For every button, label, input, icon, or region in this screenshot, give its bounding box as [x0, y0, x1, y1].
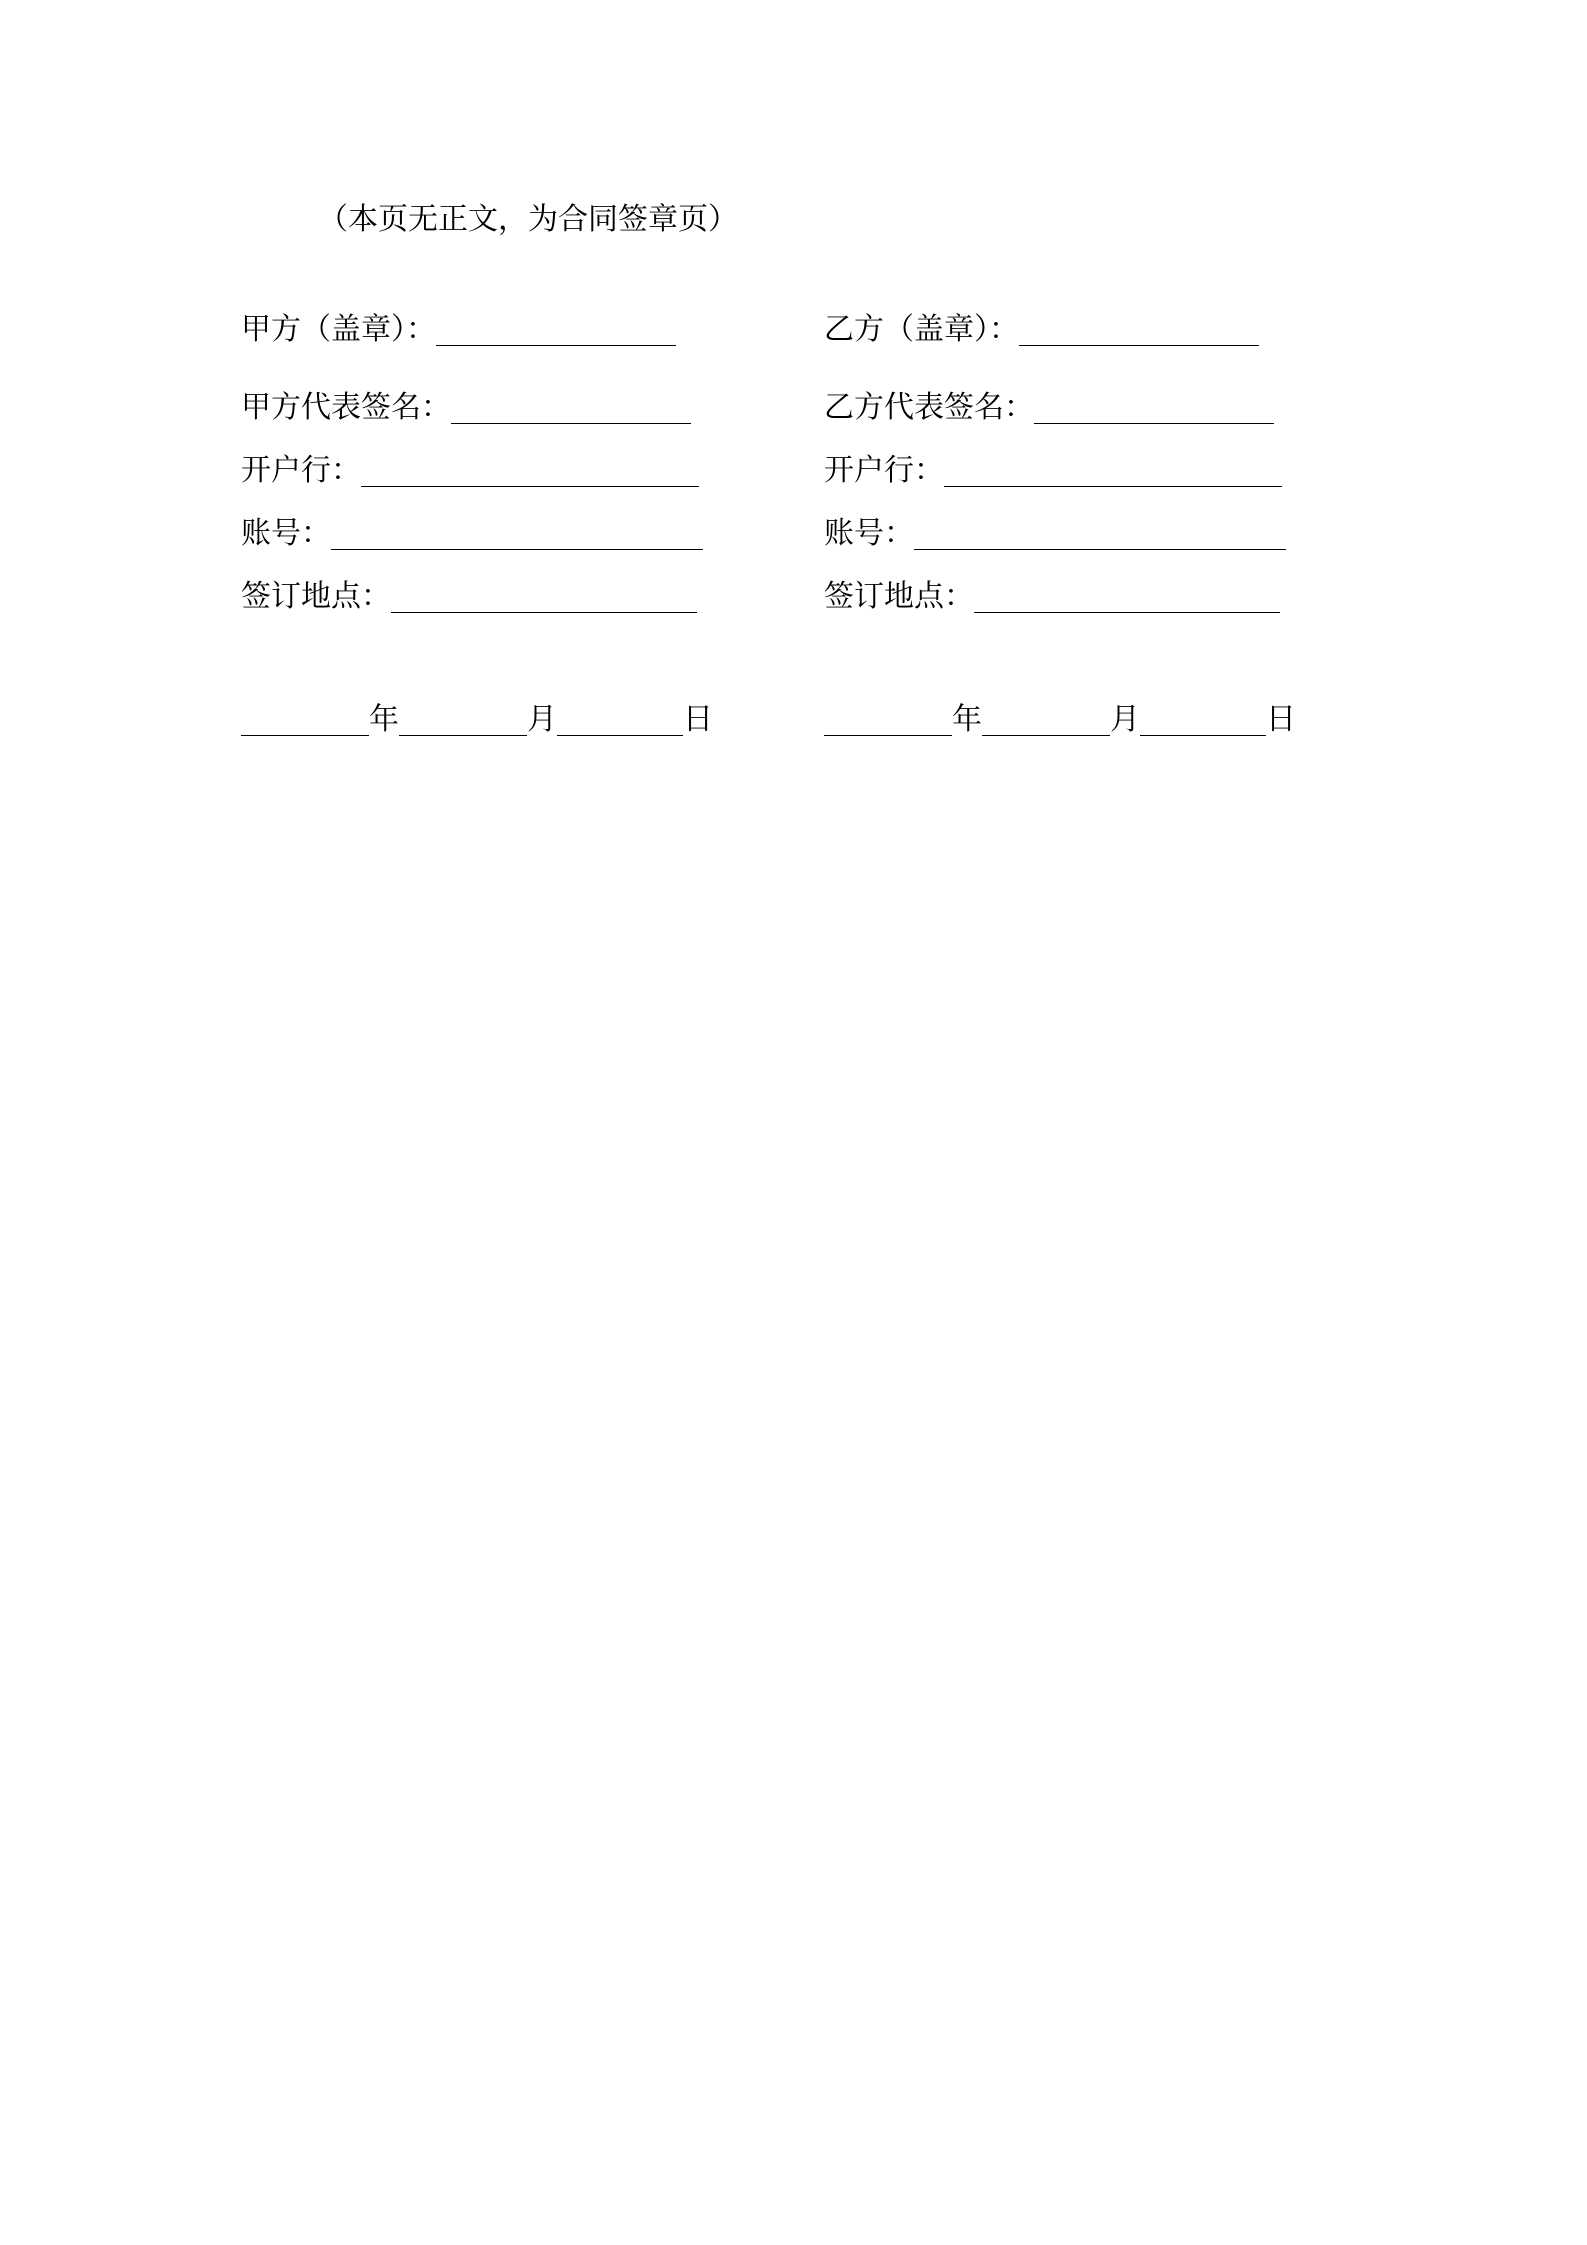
party-a-rep-row	[241, 388, 691, 428]
party-b-bank-field[interactable]	[944, 456, 1282, 487]
party-b-month-field[interactable]	[982, 705, 1110, 736]
party-a-day-label: 日	[683, 702, 713, 737]
party-a-seal-row	[241, 310, 676, 350]
party-a-account-label: 账号：	[241, 516, 331, 551]
party-a-account-field[interactable]	[331, 519, 703, 550]
party-a-date-row	[241, 700, 713, 740]
party-b-place-field[interactable]	[974, 582, 1280, 613]
party-a-bank-field[interactable]	[361, 456, 699, 487]
party-b-place-label: 签订地点：	[824, 579, 974, 614]
party-a-rep-field[interactable]	[451, 393, 691, 424]
party-a-bank-label: 开户行：	[241, 453, 361, 488]
party-b-account-row	[824, 514, 1286, 554]
party-b-year-field[interactable]	[824, 705, 952, 736]
party-b-rep-row	[824, 388, 1274, 428]
party-a-bank-row	[241, 451, 699, 491]
party-b-seal-field[interactable]	[1019, 315, 1259, 346]
party-a-year-label: 年	[369, 702, 399, 737]
party-b-date-row	[824, 700, 1296, 740]
party-a-account-row	[241, 514, 703, 554]
party-a-place-row	[241, 577, 697, 617]
party-b-account-label: 账号：	[824, 516, 914, 551]
party-a-rep-label: 甲方代表签名：	[241, 390, 451, 425]
party-a-place-label: 签订地点：	[241, 579, 391, 614]
party-b-seal-label: 乙方（盖章）：	[824, 312, 1019, 347]
party-b-bank-label: 开户行：	[824, 453, 944, 488]
party-b-bank-row	[824, 451, 1282, 491]
party-b-seal-row	[824, 310, 1259, 350]
page-note: （本页无正文，为合同签章页）	[318, 202, 738, 237]
party-a-month-field[interactable]	[399, 705, 527, 736]
party-a-month-label: 月	[527, 702, 557, 737]
party-a-day-field[interactable]	[557, 705, 683, 736]
party-a-seal-label: 甲方（盖章）：	[241, 312, 436, 347]
party-b-rep-label: 乙方代表签名：	[824, 390, 1034, 425]
party-b-rep-field[interactable]	[1034, 393, 1274, 424]
party-a-seal-field[interactable]	[436, 315, 676, 346]
party-b-day-field[interactable]	[1140, 705, 1266, 736]
party-b-place-row	[824, 577, 1280, 617]
party-b-year-label: 年	[952, 702, 982, 737]
party-b-month-label: 月	[1110, 702, 1140, 737]
party-b-account-field[interactable]	[914, 519, 1286, 550]
party-b-day-label: 日	[1266, 702, 1296, 737]
party-a-year-field[interactable]	[241, 705, 369, 736]
party-a-place-field[interactable]	[391, 582, 697, 613]
